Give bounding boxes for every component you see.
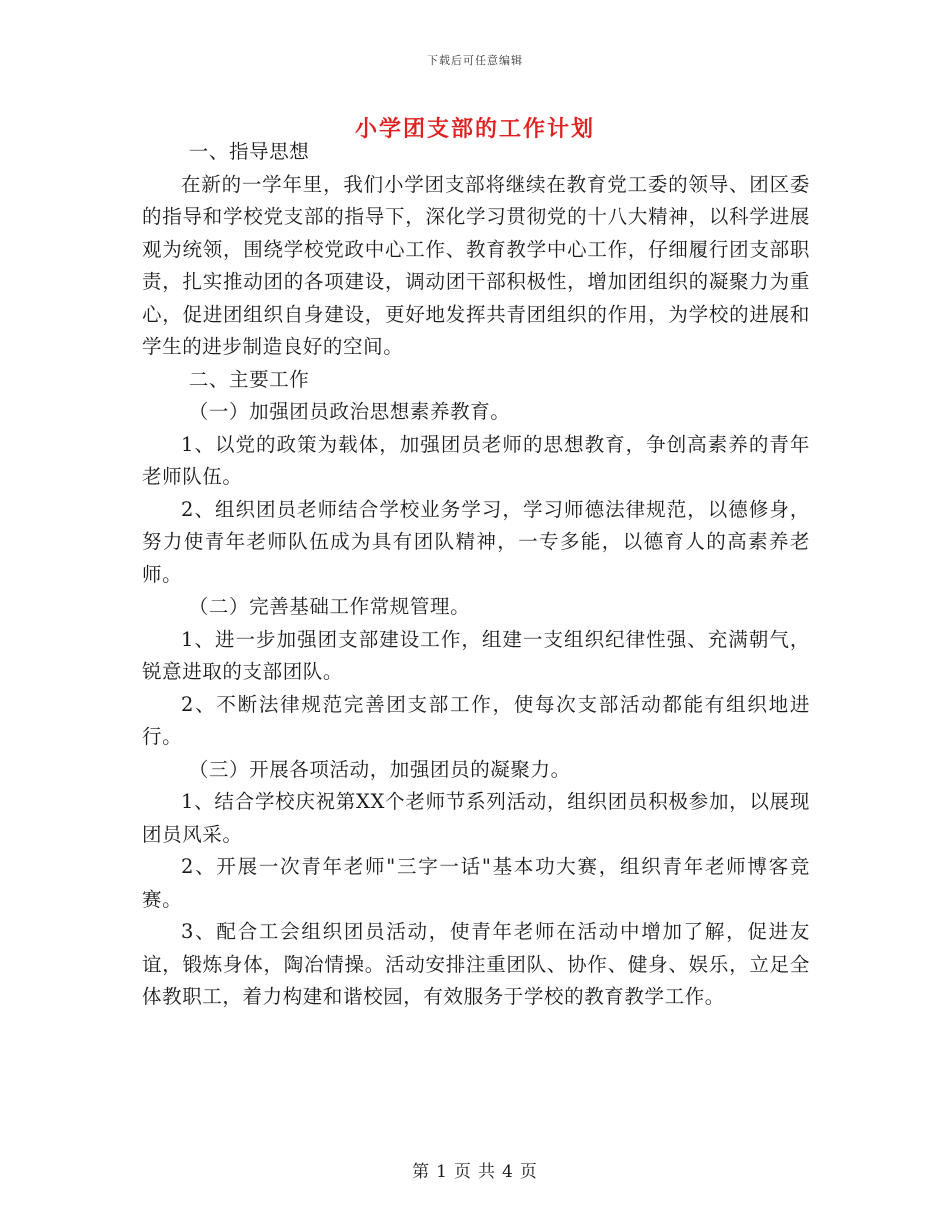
subsection-heading-political-education: （一）加强团员政治思想素养教育。 [188,400,511,423]
body-paragraph: 2、开展一次青年老师"三字一话"基本功大赛，组织青年老师博客竞赛。 [142,855,810,911]
document-body [142,136,810,1014]
footer-total-word: 共 [478,1162,496,1182]
section-heading-main-work: 二、主要工作 [188,367,310,391]
body-paragraph: 在新的一学年里，我们小学团支部将继续在教育党工委的领导、团区委的指导和学校党支部的指导下，深化学习贯彻党的十八大精神，以科学进展观为统领，围绕学校党政中心工作、教育教学中心工作，仔细履行团支部职责，扎实推动团的各项建设，调动团干部积极性，增加团组织的凝聚力为重心，促进团组织自身建设，更好地发挥共青团组织的作用，为学校的进展和学生的进步制造良好的空间。 [142,172,810,358]
total-page-count: 4 [502,1162,514,1182]
body-paragraph: 1、以党的政策为载体，加强团员老师的思想教育，争创高素养的青年老师队伍。 [142,432,810,488]
footer-page-word: 页 [454,1162,472,1182]
footer-prefix: 第 [412,1162,431,1182]
body-paragraph: 2、组织团员老师结合学校业务学习，学习师德法律规范，以德修身，努力使青年老师队伍成为具有团队精神，一专多能，以德育人的高素养老师。 [142,497,810,586]
subsection-heading-basic-management: （二）完善基础工作常规管理。 [188,595,471,618]
header-note: 下载后可任意编辑 [427,54,523,67]
footer-suffix: 页 [519,1162,538,1182]
subsection-heading-activities: （三）开展各项活动，加强团员的凝聚力。 [188,757,571,781]
body-paragraph: 2、不断法律规范完善团支部工作，使每次支部活动都能有组织地进行。 [142,692,810,748]
page-footer [0,1157,950,1182]
body-paragraph: 1、进一步加强团支部建设工作，组建一支组织纪律性强、充满朝气，锐意进取的支部团队。 [142,627,810,683]
section-heading-guiding-ideology: 一、指导思想 [188,140,310,163]
body-paragraph: 3、配合工会组织团员活动，使青年老师在活动中增加了解，促进友谊，锻炼身体，陶冶情操。活动安排注重团队、协作、健身、娱乐，立足全体教职工，着力构建和谐校园，有效服务于学校的教育教学工作。 [142,920,810,1008]
document-title: 小学团支部的工作计划 [354,116,595,142]
current-page-number: 1 [436,1162,448,1182]
body-paragraph: 1、结合学校庆祝第XX个老师节系列活动，组织团员积极参加，以展现团员风采。 [142,790,810,846]
